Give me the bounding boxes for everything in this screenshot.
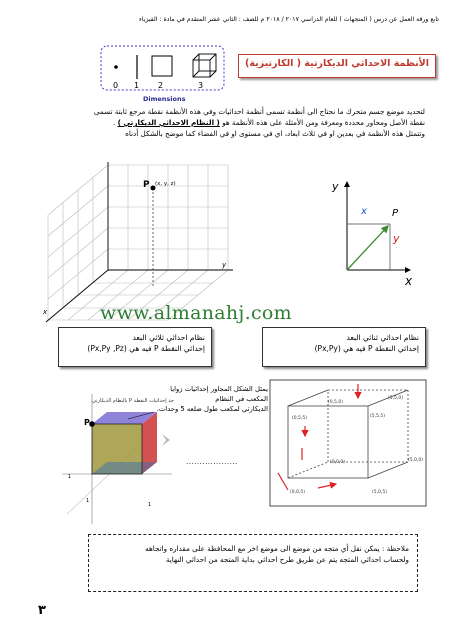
card-3d-system (58, 327, 212, 367)
point-p-cube (89, 421, 95, 427)
cube-tick-label-3: 1 (148, 502, 152, 508)
graph-2d (335, 178, 415, 278)
dim-point (114, 65, 118, 69)
dim-cube (193, 54, 216, 77)
graph-2d-component-y: y (393, 232, 400, 245)
card-2d-coords: إحداثي النقطة P فيه هي (Px,Py) (314, 344, 419, 353)
corner-label-5: (0,0,0) (330, 460, 345, 465)
intro-line-2 (5, 117, 425, 128)
corner-label-4: (5,5,5) (370, 414, 385, 419)
intro-line-3-end: أدناه (125, 129, 139, 138)
answer-dots: ................... (186, 458, 238, 466)
section-title: الأنظمة الاحداثي الديكارتية ( الكارتيزية) (244, 58, 429, 69)
card-3d-coords: إحداثي النقطة P فيه هي (Px,Py ,Pz) (87, 344, 205, 353)
corner-label-8: (5,0,5) (372, 490, 387, 495)
cube-description-line-1: يمثل الشكل المجاور إحداثيات زوايا المكعب في النظام (170, 385, 268, 403)
corner-label-6: (5,0,0) (408, 458, 423, 463)
graph-2d-axis-x: x (405, 274, 413, 288)
graph-3d-axis-x: x (43, 308, 48, 316)
cube-description-line-2: الديكارتي لمكعب طول ضلعه 5 وحدات. (156, 405, 268, 413)
dimensions-label: Dimensions (143, 95, 186, 103)
intro-line-3-text: وتتمثل هذه الأنظمة في بعدين او في ثلاث ابعاد، اي في مستوى او في الفضاء كما موضح بالشكل (140, 129, 425, 138)
intro-line-2-text: نقطة الأصل ومحاور محددة ومعرفة ومن الأمثلة على هذه الأنظمة هو (222, 118, 425, 127)
cube-question-label: جد إحداثيات النقطة P بالنظام الديكارتي (92, 398, 174, 404)
dim-square (152, 56, 172, 76)
graph-2d-point-label: P (392, 208, 399, 219)
cube-tick-label-1: 1 (68, 474, 72, 480)
dim-number-3: 3 (198, 81, 204, 90)
intro-line-3 (5, 128, 425, 139)
card-3d-title: نظام احداثي ثلاثي البعد (132, 333, 205, 342)
graph-2d-axis-y: y (332, 180, 339, 193)
page-number: ٣ (38, 603, 46, 618)
note-line-2: ولحساب احداثي المتجه يتم عن طريق طرح احداثي بداية المتجه من احداثي النهاية (165, 555, 409, 564)
wire-cube-labels (268, 394, 428, 504)
intro-line-1: لتحديد موضع جسم متحرك ما نحتاج الى أنظمة تسمى أنظمة احداثيات وفي هذه الأنظمة نقطة مرجع ثابتة تسمى (93, 107, 425, 116)
card-2d-system (262, 327, 426, 367)
intro-line-2-end: . (113, 118, 116, 127)
note-line-1: ملاحظة : يمكن نقل أي متجه من موضع الى موضع اخر مع المحافظة على مقداره واتجاهه (145, 544, 409, 553)
dim-number-0: 0 (113, 81, 119, 90)
section-title-box (238, 54, 436, 78)
graph-3d-point-label: P (143, 180, 150, 190)
intro-paragraph (5, 106, 425, 139)
cube-tick-label-2: 1 (86, 498, 90, 504)
card-2d-title: نظام احداثي ثنائي البعد (346, 333, 419, 342)
vector-arrow (347, 226, 388, 270)
graph-3d-coord-label: (x, y, z) (155, 181, 176, 187)
corner-label-7: (0,0,5) (290, 490, 305, 495)
graph-2d-component-x: x (361, 206, 367, 217)
corner-label-3: (0,5,5) (292, 416, 307, 421)
dim-number-1: 1 (134, 81, 140, 90)
graph-3d-axis-y: y (222, 261, 227, 269)
note-box (88, 534, 418, 592)
colored-cube (62, 394, 172, 524)
corner-label-1: (0,5,0) (328, 400, 343, 405)
cartesian-system-term: ( النظام الاحداثي الديكارتي ) (117, 118, 220, 127)
cube-point-label: P (84, 418, 90, 427)
watermark: www.almanahj.com (100, 302, 292, 324)
corner-label-2: (5,5,0) (388, 396, 403, 401)
page-header: تابع ورقة العمل عن درس ( المتجهات ) للعام الدراسي ٢٠١٧ / ٢٠١٨ م للصف : الثاني عشر المتقدم في مادة : الفيزياء (138, 16, 439, 23)
dim-number-2: 2 (158, 81, 164, 90)
